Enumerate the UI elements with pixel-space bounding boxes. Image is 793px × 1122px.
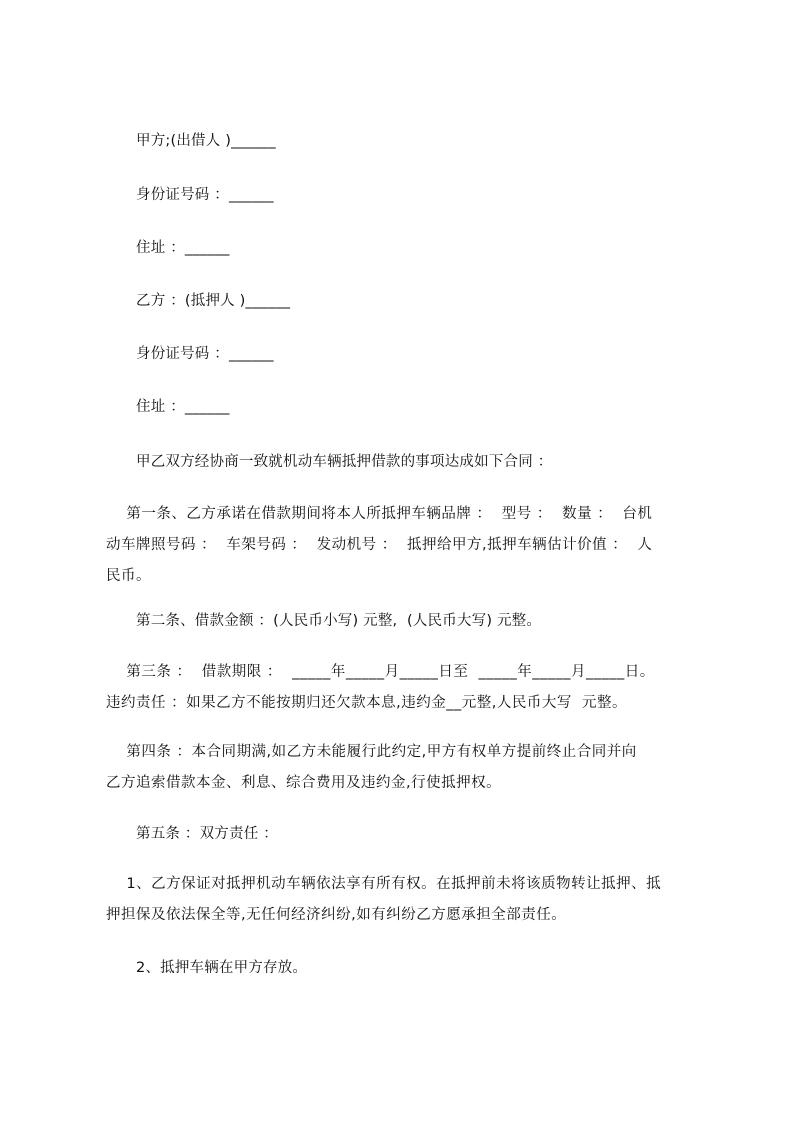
article-3-line-1: 第三条 ： 借款期限 ： _____年_____月_____日至 _____年_____月_____日。 (106, 664, 655, 680)
article-1-line-2: 动车牌照号码 ： 车架号码 ： 发动机号 ： 抵押给甲方,抵押车辆估计价值 ： 人 (106, 537, 653, 553)
article-4-line-1: 第四条 ：本合同期满,如乙方未能履行此约定,甲方有权单方提前终止合同并向 (106, 744, 637, 760)
article-3-line-2: 违约责任 ：如果乙方不能按期归还欠款本息,违约金__元整,人民币大写 元整。 (106, 695, 628, 711)
article-2: 第二条、借款金额 ：(人民币小写) 元整, (人民币大写) 元整。 (136, 613, 542, 629)
party-b-line: 乙方 ：(抵押人 )______ (136, 293, 291, 309)
article-1-line-1: 第一条、乙方承诺在借款期间将本人所抵押车辆品牌 ： 型号 ： 数量 ： 台机 (106, 506, 653, 522)
party-b-address-line: 住址 ：______ (136, 399, 230, 415)
party-a-id-line: 身份证号码 ：______ (136, 187, 274, 203)
article-4-line-2: 乙方追索借款本金、利息、综合费用及违约金,行使抵押权。 (106, 775, 502, 791)
article-3 (106, 657, 706, 719)
clause-1-line-2: 押担保及依法保全等,无任何经济纠纷,如有纠纷乙方愿承担全部责任。 (106, 907, 567, 923)
clause-1 (106, 869, 706, 931)
party-a-line: 甲方;(出借人 )______ (136, 133, 276, 149)
clause-2: 2、抵押车辆在甲方存放。 (136, 960, 308, 976)
intro-paragraph: 甲乙双方经协商一致就机动车辆抵押借款的事项达成如下合同 ： (136, 454, 553, 470)
article-1 (106, 499, 706, 592)
article-4 (106, 737, 706, 799)
party-b-id-line: 身份证号码 ：______ (136, 346, 274, 362)
party-a-address-line: 住址 ：______ (136, 240, 230, 256)
article-5: 第五条 ：双方责任 ： (136, 826, 278, 842)
clause-1-line-1: 1、乙方保证对抵押机动车辆依法享有所有权。在抵押前未将该质物转让抵押、抵 (106, 876, 662, 892)
article-1-line-3: 民币。 (106, 568, 151, 584)
